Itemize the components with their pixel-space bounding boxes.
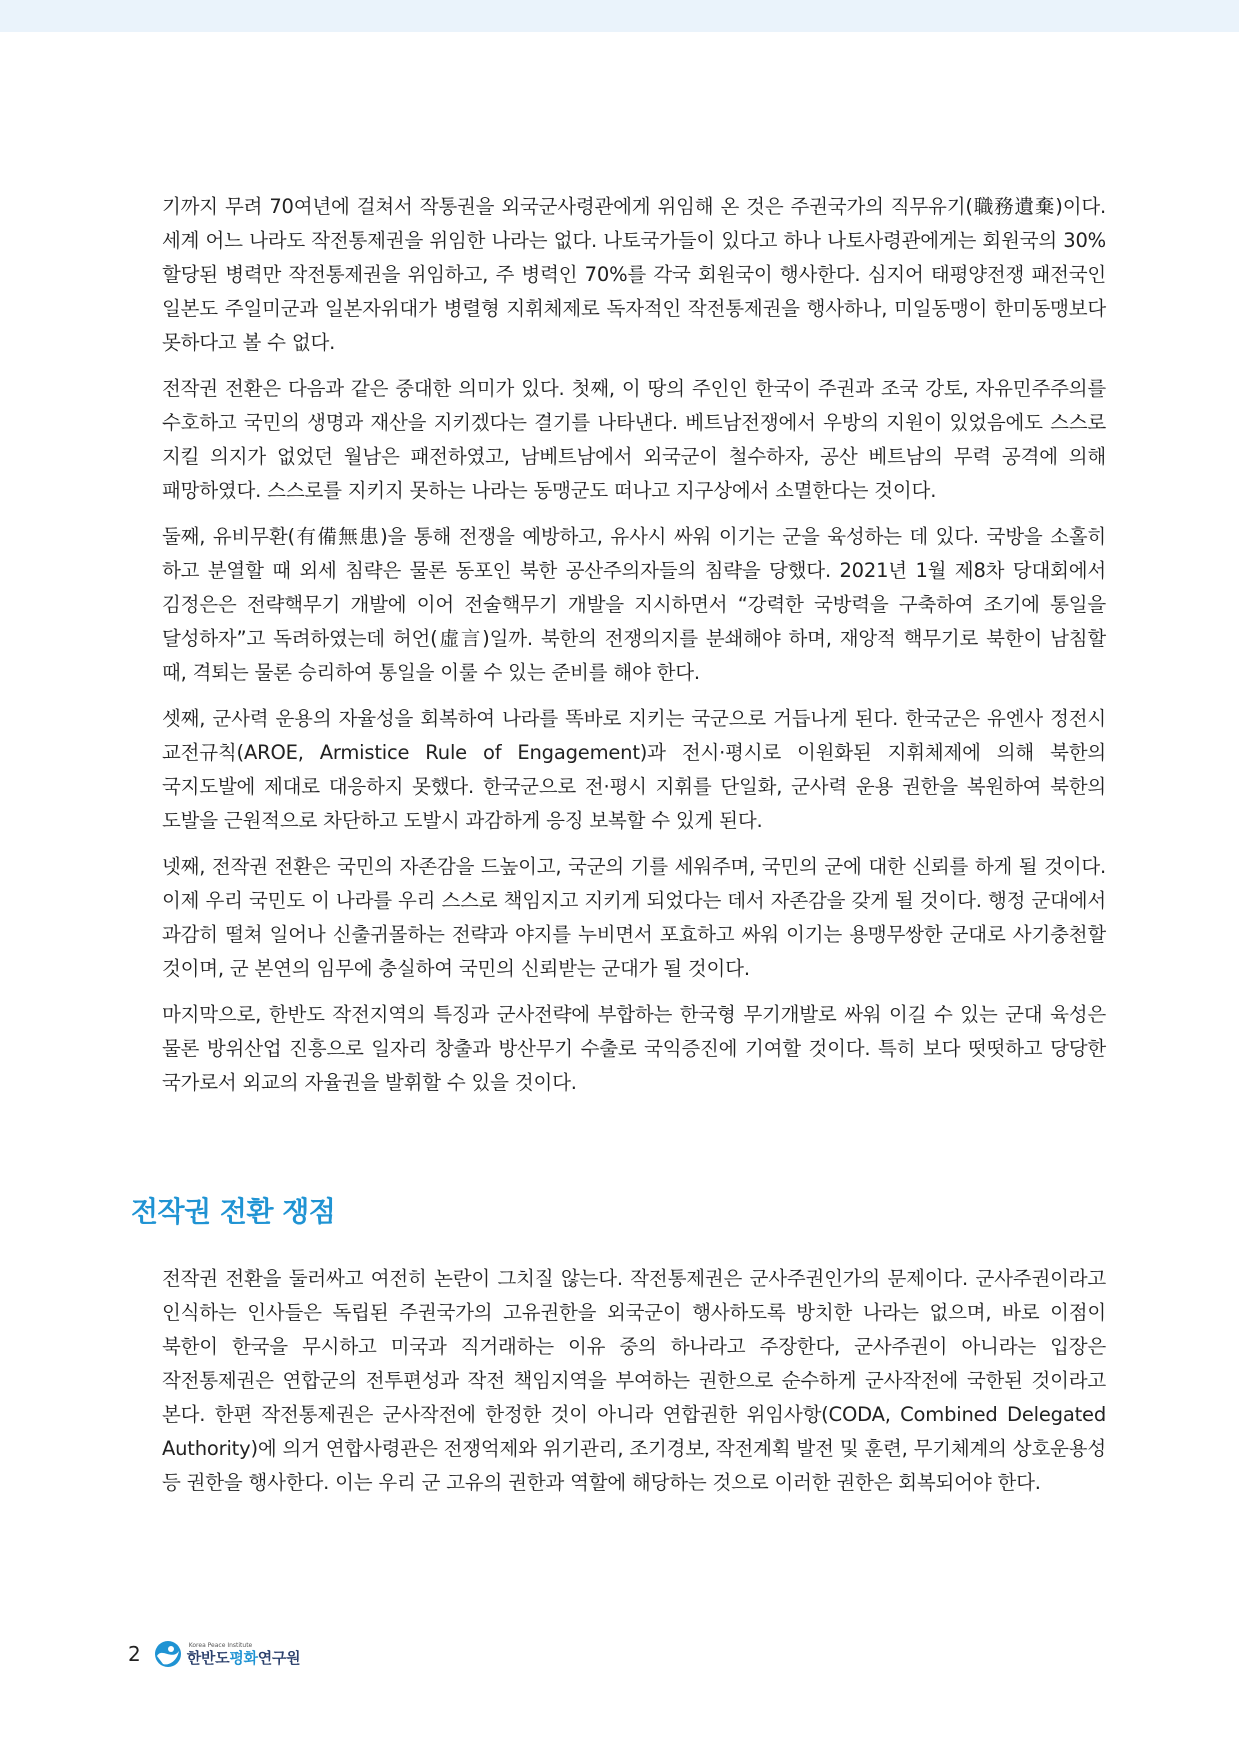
paragraph-significance-first: 전작권 전환은 다음과 같은 중대한 의미가 있다. 첫째, 이 땅의 주인인 한국이 주권과 조국 강토, 자유민주주의를 수호하고 국민의 생명과 재산을 지키겠다는 결기를 나타낸다. 베트남전쟁에서 우방의 지원이 있었음에도 스스로 지킬 의지가 없었던 월남은 패전하였고, 남베트남에서 외국군이 철수하자, 공산 베트남의 무력 공격에 의해 패망하였다. 스스로를 지키지 못하는 나라는 동맹군도 떠나고 지구상에서 소멸한다는 것이다.	[162, 377, 1106, 502]
logo-korean-part-c: 연구원	[257, 1648, 301, 1667]
page-footer	[128, 1634, 300, 1674]
paragraph-significance-third: 셋째, 군사력 운용의 자율성을 회복하여 나라를 똑바로 지키는 국군으로 거듭나게 된다. 한국군은 유엔사 정전시 교전규칙(AROE, Armistice Rule of Engagement)과 전시·평시로 이원화된 지휘체제에 의해 북한의 국지도발에 제대로 대응하지 못했다. 한국군으로 전·평시 지휘를 단일화, 군사력 운용 권한을 복원하여 북한의 도발을 근원적으로 차단하고 도발시 과감하게 응징 보복할 수 있게 된다.	[162, 707, 1106, 832]
logo-korean-name	[187, 1649, 301, 1667]
paragraph-significance-last: 마지막으로, 한반도 작전지역의 특징과 군사전략에 부합하는 한국형 무기개발로 싸워 이길 수 있는 군대 육성은 물론 방위산업 진흥으로 일자리 창출과 방산무기 수출로 국익증진에 기여할 것이다. 특히 보다 떳떳하고 당당한 국가로서 외교의 자율권을 발휘할 수 있을 것이다.	[162, 1003, 1106, 1094]
page-number: 2	[128, 1642, 141, 1666]
section-body	[162, 1262, 1106, 1512]
section-heading: 전작권 전환 쟁점	[131, 1195, 336, 1228]
logo-mark-icon	[153, 1639, 183, 1669]
paragraph-controversy: 전작권 전환을 둘러싸고 여전히 논란이 그치질 않는다. 작전통제권은 군사주권인가의 문제이다. 군사주권이라고 인식하는 인사들은 독립된 주권국가의 고유권한을 외국군이 행사하도록 방치한 나라는 없으며, 바로 이점이 북한이 한국을 무시하고 미국과 직거래하는 이유 중의 하나라고 주장한다, 군사주권이 아니라는 입장은 작전통제권은 연합군의 전투편성과 작전 책임지역을 부여하는 권한으로 순수하게 군사작전에 국한된 것이라고 본다. 한편 작전통제권은 군사작전에 한정한 것이 아니라 연합권한 위임사항(CODA, Combined Delegated Authority)에 의거 연합사령관은 전쟁억제와 위기관리, 조기경보, 작전계획 발전 및 훈련, 무기체계의 상호운용성 등 권한을 행사한다. 이는 우리 군 고유의 권한과 역할에 해당하는 것으로 이러한 권한은 회복되어야 한다.	[162, 1267, 1106, 1494]
institute-logo	[187, 1642, 301, 1667]
top-color-band	[0, 0, 1239, 32]
logo-korean-part-b: 평화	[229, 1648, 258, 1667]
paragraph-significance-second: 둘째, 유비무환(有備無患)을 통해 전쟁을 예방하고, 유사시 싸워 이기는 군을 육성하는 데 있다. 국방을 소홀히 하고 분열할 때 외세 침략은 물론 동포인 북한 공산주의자들의 침략을 당했다. 2021년 1월 제8차 당대회에서 김정은은 전략핵무기 개발에 이어 전술핵무기 개발을 지시하면서 “강력한 국방력을 구축하여 조기에 통일을 달성하자”고 독려하였는데 허언(虛言)일까. 북한의 전쟁의지를 분쇄해야 하며, 재앙적 핵무기로 북한이 남침할 때, 격퇴는 물론 승리하여 통일을 이룰 수 있는 준비를 해야 한다.	[162, 525, 1106, 684]
body-text	[162, 190, 1106, 1112]
paragraph-sovereignty: 기까지 무려 70여년에 걸쳐서 작통권을 외국군사령관에게 위임해 온 것은 주권국가의 직무유기(職務遺棄)이다. 세계 어느 나라도 작전통제권을 위임한 나라는 없다. 나토국가들이 있다고 하나 나토사령관에게는 회원국의 30% 할당된 병력만 작전통제권을 위임하고, 주 병력인 70%를 각국 회원국이 행사한다. 심지어 태평양전쟁 패전국인 일본도 주일미군과 일본자위대가 병렬형 지휘체제로 독자적인 작전통제권을 행사하나, 미일동맹이 한미동맹보다 못하다고 볼 수 없다.	[162, 195, 1106, 354]
paragraph-significance-fourth: 넷째, 전작권 전환은 국민의 자존감을 드높이고, 국군의 기를 세워주며, 국민의 군에 대한 신뢰를 하게 될 것이다. 이제 우리 국민도 이 나라를 우리 스스로 책임지고 지키게 되었다는 데서 자존감을 갖게 될 것이다. 행정 군대에서 과감히 떨쳐 일어나 신출귀몰하는 전략과 야지를 누비면서 포효하고 싸워 이기는 용맹무쌍한 군대로 사기충천할 것이며, 군 본연의 임무에 충실하여 국민의 신뢰받는 군대가 될 것이다.	[162, 855, 1106, 980]
logo-english-name: Korea Peace Institute	[188, 1641, 253, 1649]
logo-korean-part-a: 한반도	[186, 1648, 230, 1667]
